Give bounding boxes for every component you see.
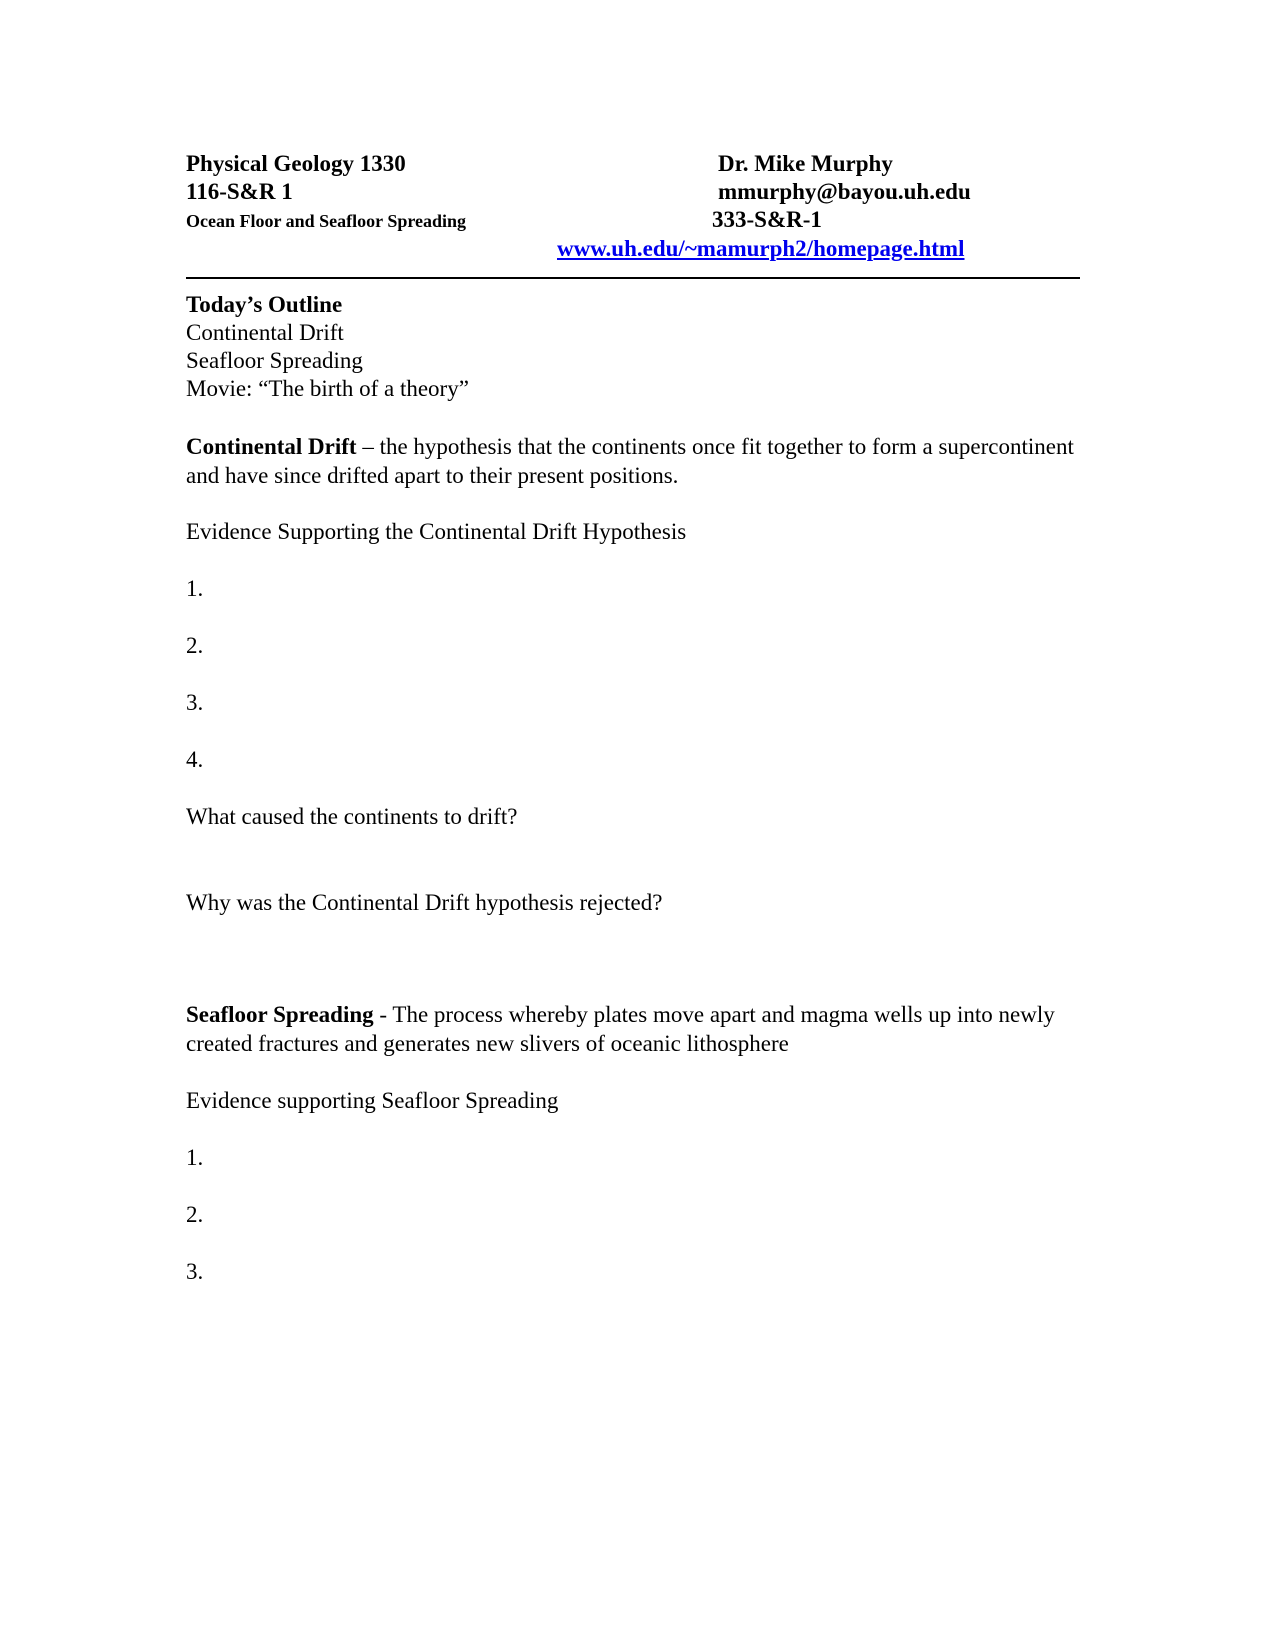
question-drift-cause: What caused the continents to drift? [186,804,518,829]
seafloor-evidence-heading: Evidence supporting Seafloor Spreading [186,1088,559,1113]
evidence-number: 1. [186,1145,204,1170]
evidence-number: 4. [186,747,204,772]
seafloor-spreading-text: - The process whereby plates move apart and magma wells up into newly created fractures and generates new slivers of oceanic lithosphere [186,1002,1055,1056]
continental-drift-text: – the hypothesis that the continents once fit together to form a supercontinent and have since drifted apart to their present positions. [186,434,1074,488]
continental-drift-evidence-heading: Evidence Supporting the Continental Drift Hypothesis [186,519,687,544]
evidence-number: 2. [186,633,204,658]
evidence-number: 3. [186,690,204,715]
question-drift-rejected: Why was the Continental Drift hypothesis rejected? [186,890,663,915]
continental-drift-term: Continental Drift [186,434,357,459]
homepage-link[interactable]: www.uh.edu/~mamurph2/homepage.html [557,236,965,261]
course-section: 116-S&R 1 [186,179,293,204]
continental-drift-definition [186,432,1080,490]
lecture-topic: Ocean Floor and Seafloor Spreading [186,211,467,231]
header-divider [186,277,1080,279]
evidence-number: 2. [186,1202,204,1227]
outline-item: Seafloor Spreading [186,348,363,373]
seafloor-spreading-definition [186,1000,1080,1058]
office-location: 333-S&R-1 [712,207,822,232]
course-title: Physical Geology 1330 [186,151,406,176]
seafloor-spreading-term: Seafloor Spreading [186,1002,374,1027]
evidence-number: 1. [186,576,204,601]
instructor-name: Dr. Mike Murphy [718,151,893,176]
outline-item: Movie: “The birth of a theory” [186,376,469,401]
outline-item: Continental Drift [186,320,344,345]
evidence-number: 3. [186,1259,204,1284]
instructor-email: mmurphy@bayou.uh.edu [718,179,971,204]
outline-heading: Today’s Outline [186,292,343,317]
